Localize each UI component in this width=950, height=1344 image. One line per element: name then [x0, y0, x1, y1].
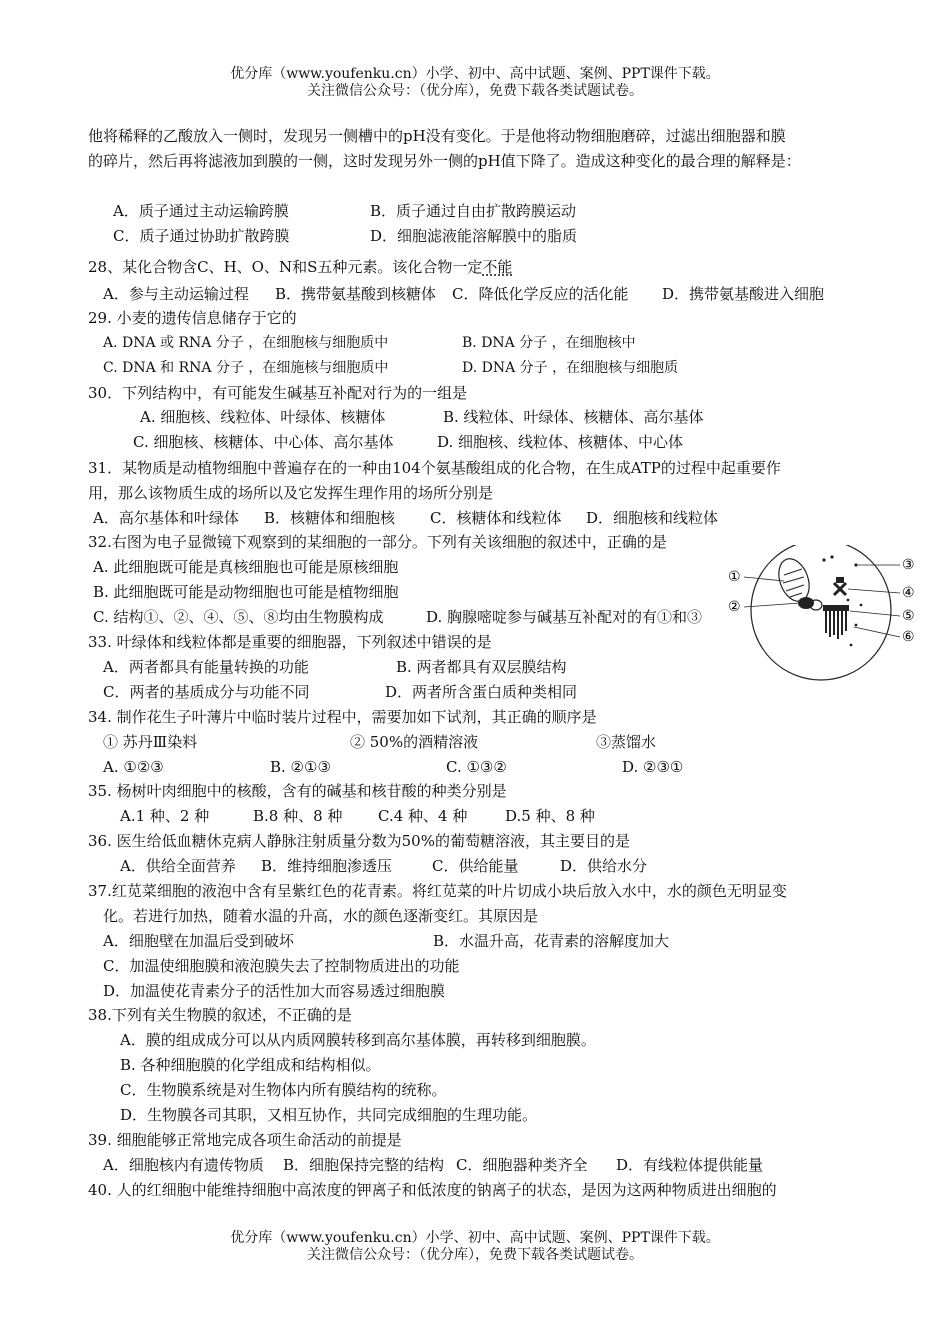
q27-option-d: D．细胞滤液能溶解膜中的脂质	[370, 227, 578, 245]
q27-option-a: A．质子通过主动运输跨膜	[113, 202, 289, 220]
q40-stem: 40. 人的红细胞中能维持细胞中高浓度的钾离子和低浓度的钠离子的状态，是因为这两种物质进出细胞的	[88, 1181, 777, 1199]
q29-stem: 29. 小麦的遗传信息储存于它的	[88, 309, 297, 327]
q34-option-c: C. ①③②	[446, 758, 507, 776]
q36-option-b: B．维持细胞渗透压	[261, 857, 393, 875]
q37-option-d: D．加温使花青素分子的活性加大而容易透过细胞膜	[103, 982, 446, 1000]
structure-2	[798, 597, 822, 610]
q35-option-a: A.1 种、2 种	[120, 807, 210, 825]
q39-option-a: A．细胞核内有遗传物质	[103, 1156, 264, 1174]
label-3: ③	[902, 557, 915, 573]
label-1: ①	[728, 569, 741, 585]
header-line-2: 关注微信公众号：（优分库），免费下载各类试题试卷。	[307, 83, 643, 99]
label-leader-lines	[744, 565, 900, 637]
q29-option-a: A. DNA 或 RNA 分子 ，在细胞核与细胞质中	[103, 335, 389, 351]
q33-option-a: A．两者都具有能量转换的功能	[103, 658, 309, 676]
q27-continuation-2: 的碎片，然后再将滤液加到膜的一侧，这时发现另外一侧的pH值下降了。造成这种变化的最合理的解释是：	[88, 152, 801, 170]
q32-option-c: C. 结构①、②、④、⑤、⑧均由生物膜构成	[93, 608, 384, 626]
q31-option-a: A．高尔基体和叶绿体	[93, 509, 239, 527]
q28-option-d: D．携带氨基酸进入细胞	[662, 285, 825, 303]
q34-reagent-1: ① 苏丹Ⅲ染料	[103, 733, 198, 751]
cell-diagram	[726, 545, 926, 685]
q35-option-c: C.4 种、4 种	[378, 807, 468, 825]
label-5: ⑤	[902, 608, 915, 624]
q33-option-b: B. 两者都具有双层膜结构	[396, 658, 567, 676]
q37-option-a: A．细胞壁在加温后受到破坏	[103, 932, 294, 950]
q28-stem	[88, 256, 512, 278]
q37-option-c: C．加温使细胞膜和液泡膜失去了控制物质进出的功能	[103, 957, 460, 975]
label-4: ④	[902, 585, 915, 601]
q35-stem: 35. 杨树叶肉细胞中的核酸，含有的碱基和核苷酸的种类分别是	[88, 782, 507, 800]
q34-reagent-3: ③蒸馏水	[596, 733, 657, 751]
q36-stem: 36. 医生给低血糖休克病人静脉注射质量分数为50%的葡萄糖溶液，其主要目的是	[88, 832, 630, 850]
q33-option-d: D．两者所含蛋白质种类相同	[385, 683, 578, 701]
q34-reagent-2: ② 50%的酒精溶液	[350, 733, 479, 751]
q28-option-b: B．携带氨基酸到核糖体	[275, 285, 437, 303]
q30-option-c: C. 细胞核、核糖体、中心体、高尔基体	[133, 433, 394, 451]
q32-stem: 32.右图为电子显微镜下观察到的某细胞的一部分。下列有关该细胞的叙述中，正确的是	[88, 533, 667, 551]
q38-option-a: A．膜的组成成分可以从内质网膜转移到高尔基体膜，再转移到细胞膜。	[120, 1031, 596, 1049]
q32-option-b: B. 此细胞既可能是动物细胞也可能是植物细胞	[93, 583, 399, 601]
centriole-structure	[834, 577, 846, 595]
q34-option-d: D. ②③①	[622, 758, 684, 776]
q32-option-a: A. 此细胞既可能是真核细胞也可能是原核细胞	[93, 558, 399, 576]
q39-option-b: B．细胞保持完整的结构	[283, 1156, 445, 1174]
q36-option-c: C．供给能量	[432, 857, 519, 875]
q37-stem-2: 化。若进行加热，随着水温的升高，水的颜色逐渐变红。其原因是	[103, 907, 539, 925]
q37-stem-1: 37.红苋菜细胞的液泡中含有呈紫红色的花青素。将红苋菜的叶片切成小块后放入水中，水的颜色无明显变	[88, 882, 787, 900]
q30-stem: 30．下列结构中，有可能发生碱基互补配对行为的一组是	[88, 384, 468, 402]
q34-option-a: A. ①②③	[103, 758, 164, 776]
q27-continuation-1: 他将稀释的乙酸放入一侧时，发现另一侧槽中的pH没有变化。于是他将动物细胞磨碎，过滤出细胞器和膜	[88, 127, 786, 145]
q34-stem: 34. 制作花生子叶薄片中临时装片过程中，需要加如下试剂，其正确的顺序是	[88, 708, 597, 726]
q28-stem-emphasis: 不能	[482, 258, 513, 276]
footer-line-2: 关注微信公众号：（优分库），免费下载各类试题试卷。	[307, 1247, 643, 1263]
q34-option-b: B. ②①③	[270, 758, 331, 776]
q39-option-c: C．细胞器种类齐全	[456, 1156, 588, 1174]
q35-option-b: B.8 种、8 种	[253, 807, 343, 825]
header-line-1: 优分库（www.youfenku.cn）小学、初中、高中试题、案例、PPT课件下载。	[230, 66, 720, 82]
q33-stem: 33. 叶绿体和线粒体都是重要的细胞器，下列叙述中错误的是	[88, 633, 492, 651]
q31-option-d: D．细胞核和线粒体	[586, 509, 719, 527]
page-footer	[0, 1230, 950, 1264]
q38-option-b: B. 各种细胞膜的化学组成和结构相似。	[120, 1056, 381, 1074]
q31-stem-1: 31．某物质是动植物细胞中普遍存在的一种由104个氨基酸组成的化合物，在生成ATP的过程中起重要作	[88, 459, 781, 477]
q27-option-b: B．质子通过自由扩散跨膜运动	[370, 202, 577, 220]
golgi-structure	[823, 605, 849, 639]
q31-option-b: B．核糖体和细胞核	[264, 509, 396, 527]
q28-option-a: A．参与主动运输过程	[103, 285, 249, 303]
q29-option-d: D. DNA 分子 ，在细胞核与细胞质	[462, 360, 679, 376]
q38-option-c: C．生物膜系统是对生物体内所有膜结构的统称。	[120, 1081, 447, 1099]
q36-option-d: D．供给水分	[560, 857, 648, 875]
q31-stem-2: 用，那么该物质生成的场所以及它发挥生理作用的场所分别是	[88, 484, 494, 502]
q27-option-c: C．质子通过协助扩散跨膜	[113, 227, 290, 245]
q39-stem: 39. 细胞能够正常地完成各项生命活动的前提是	[88, 1131, 402, 1149]
q29-option-c: C. DNA 和 RNA 分子 ，在细施核与细胞质中	[103, 360, 389, 376]
q28-stem-text: 28、某化合物含C、H、O、N和S五种元素。该化合物一定	[88, 258, 483, 276]
label-2: ②	[728, 599, 741, 615]
q38-option-d: D．生物膜各司其职，又相互协作，共同完成细胞的生理功能。	[120, 1106, 538, 1124]
q30-option-d: D. 细胞核、线粒体、核糖体、中心体	[437, 433, 684, 451]
q31-option-c: C．核糖体和线粒体	[430, 509, 562, 527]
q30-option-b: B. 线粒体、叶绿体、核糖体、高尔基体	[443, 408, 704, 426]
q35-option-d: D.5 种、8 种	[505, 807, 595, 825]
q28-option-c: C．降低化学反应的活化能	[452, 285, 629, 303]
label-6: ⑥	[902, 629, 915, 645]
q29-option-b: B. DNA 分子 ，在细胞核中	[462, 335, 636, 351]
q36-option-a: A．供给全面营养	[120, 857, 236, 875]
q37-option-b: B．水温升高，花青素的溶解度加大	[433, 932, 670, 950]
q33-option-c: C．两者的基质成分与功能不同	[103, 683, 310, 701]
q30-option-a: A. 细胞核、线粒体、叶绿体、核糖体	[140, 408, 386, 426]
q39-option-d: D．有线粒体提供能量	[616, 1156, 764, 1174]
footer-line-1: 优分库（www.youfenku.cn）小学、初中、高中试题、案例、PPT课件下载。	[230, 1230, 720, 1246]
q38-stem: 38.下列有关生物膜的叙述，不正确的是	[88, 1006, 352, 1024]
q32-option-d: D. 胸腺嘧啶参与碱基互补配对的有①和③	[426, 608, 703, 626]
